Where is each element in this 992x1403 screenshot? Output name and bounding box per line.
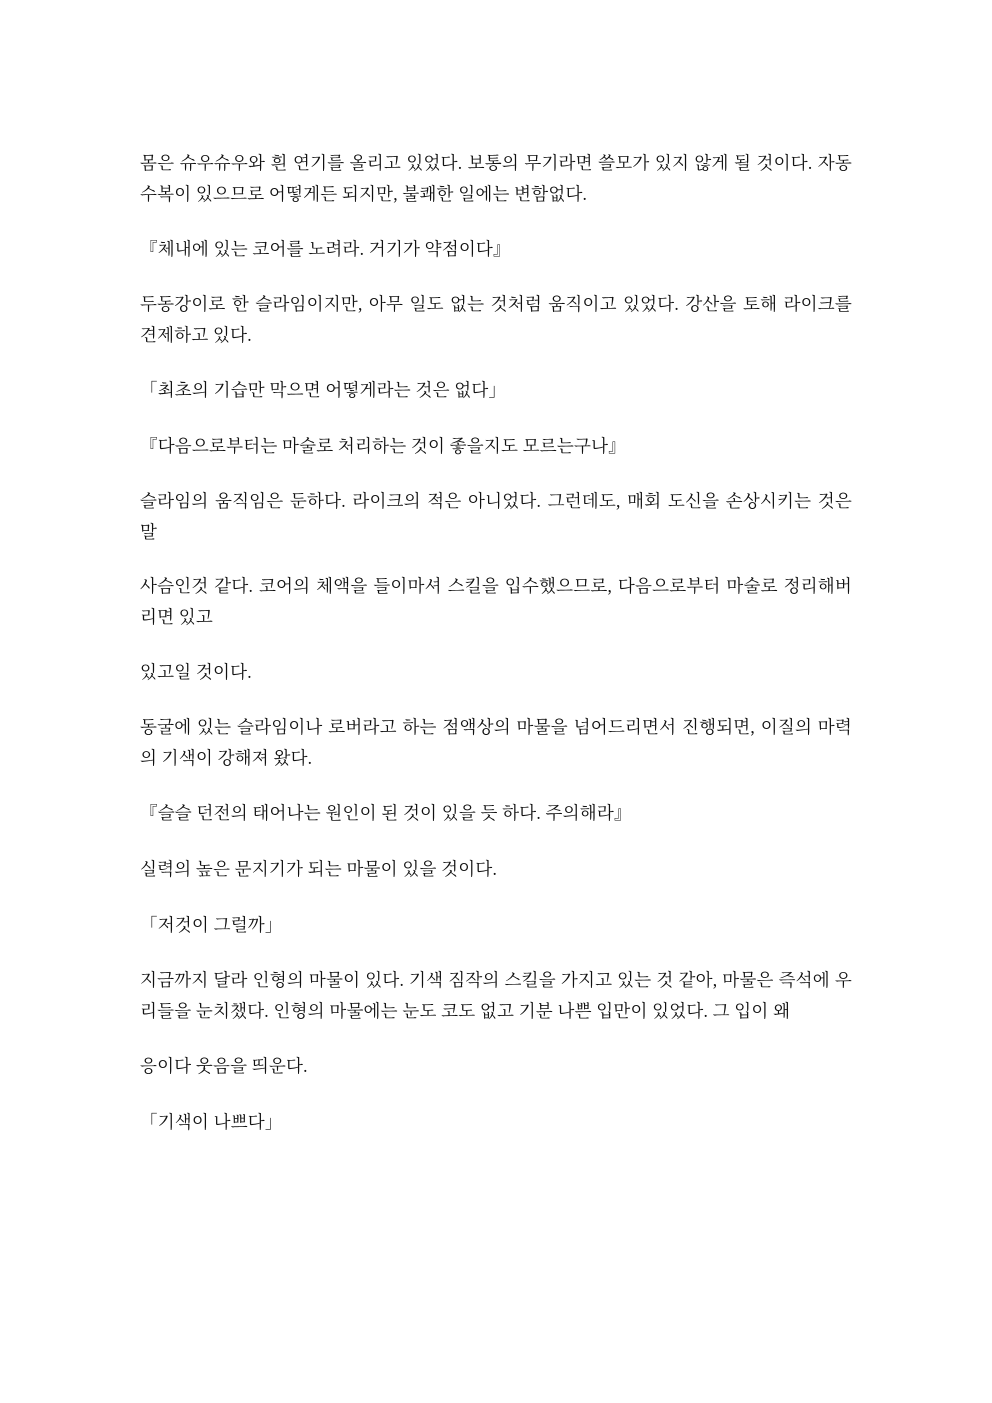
paragraph: 지금까지 달라 인형의 마물이 있다. 기색 짐작의 스킬을 가지고 있는 것 같아, 마물은 즉석에 우리들을 눈치챘다. 인형의 마물에는 눈도 코도 없고 기분 나쁜 입만이 있었다. 그 입이 왜: [140, 970, 852, 1021]
paragraph: 실력의 높은 문지기가 되는 마물이 있을 것이다.: [140, 859, 498, 879]
paragraph: 슬라임의 움직임은 둔하다. 라이크의 적은 아니었다. 그런데도, 매회 도신을 손상시키는 것은 말: [140, 491, 852, 542]
document-body: [140, 148, 852, 1139]
paragraph: 사슴인것 같다. 코어의 체액을 들이마셔 스킬을 입수했으므로, 다음으로부터 마술로 정리해버리면 있고: [140, 576, 852, 627]
paragraph: 응이다 웃음을 띄운다.: [140, 1056, 308, 1076]
paragraph: 『슬슬 던전의 태어나는 원인이 된 것이 있을 듯 하다. 주의해라』: [140, 803, 632, 823]
paragraph: 있고일 것이다.: [140, 662, 252, 682]
paragraph: 「저것이 그럴까」: [140, 915, 283, 935]
paragraph: 몸은 슈우슈우와 흰 연기를 올리고 있었다. 보통의 무기라면 쓸모가 있지 않게 될 것이다. 자동수복이 있으므로 어떻게든 되지만, 불쾌한 일에는 변함없다.: [140, 153, 852, 204]
paragraph: 동굴에 있는 슬라임이나 로버라고 하는 점액상의 마물을 넘어드리면서 진행되면, 이질의 마력의 기색이 강해져 왔다.: [140, 717, 852, 768]
paragraph: 「최초의 기습만 막으면 어떻게라는 것은 없다」: [140, 380, 507, 400]
paragraph: 두동강이로 한 슬라임이지만, 아무 일도 없는 것처럼 움직이고 있었다. 강산을 토해 라이크를 견제하고 있다.: [140, 294, 852, 345]
paragraph: 「기색이 나쁘다」: [140, 1112, 283, 1132]
paragraph: 『체내에 있는 코어를 노려라. 거기가 약점이다』: [140, 239, 511, 259]
paragraph: 『다음으로부터는 마술로 처리하는 것이 좋을지도 모르는구나』: [140, 436, 626, 456]
